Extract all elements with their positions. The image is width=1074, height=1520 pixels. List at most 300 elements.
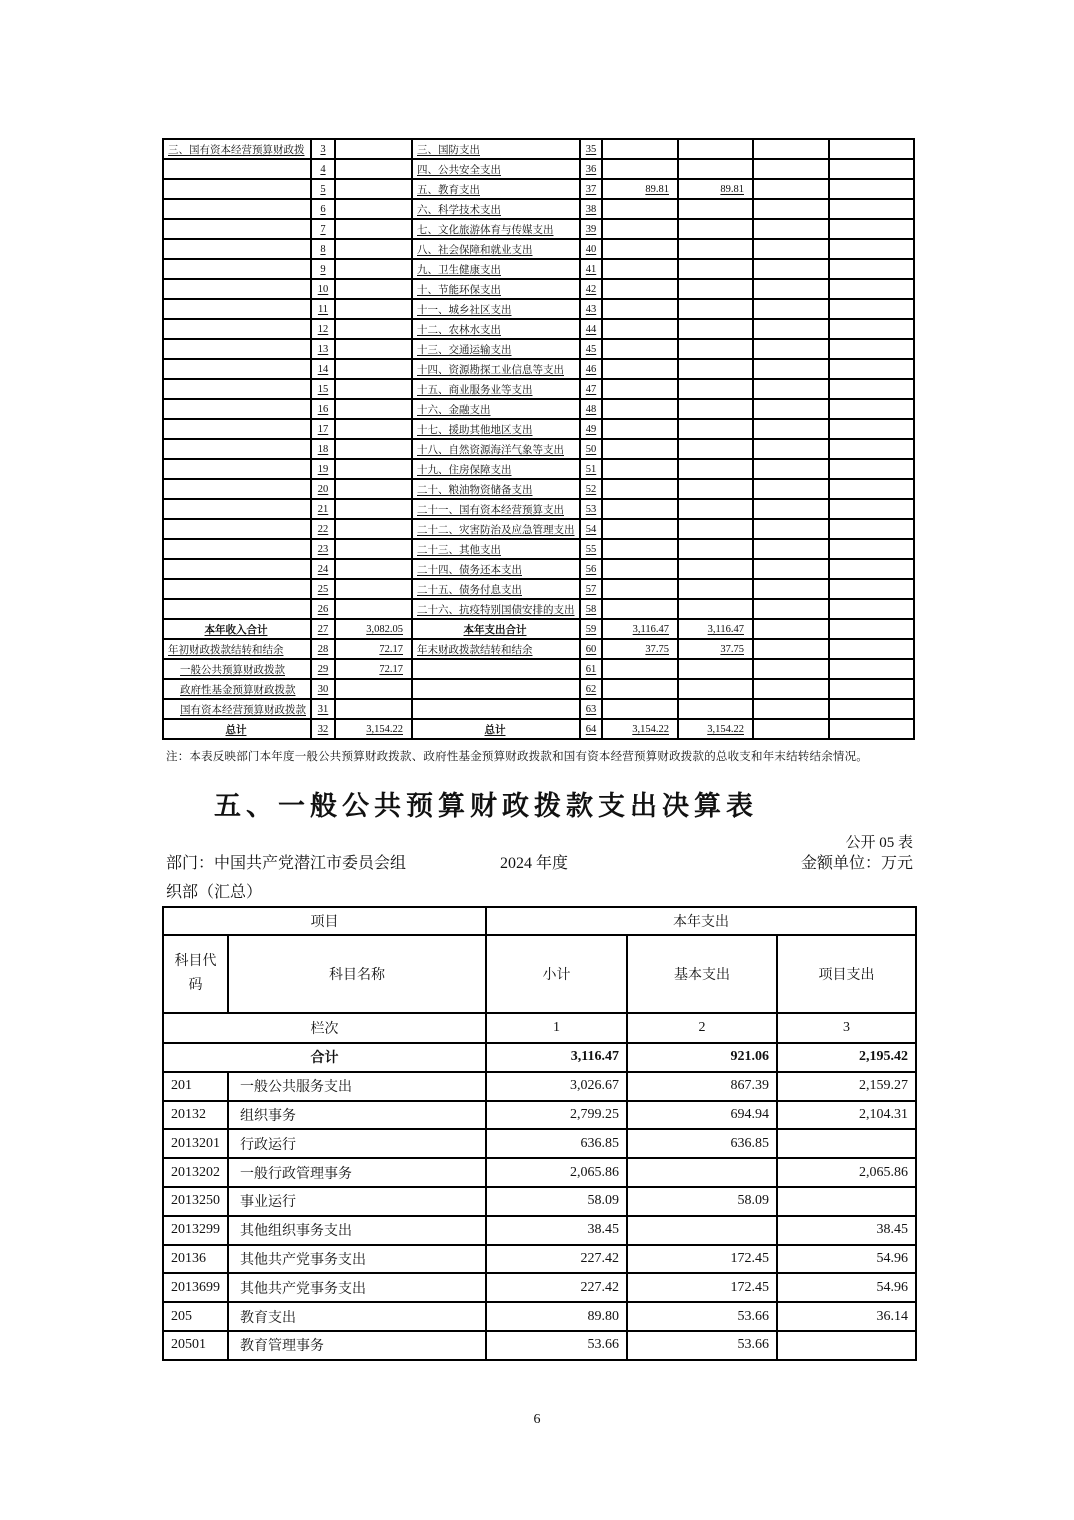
item-label: 十七、援助其他地区支出 xyxy=(412,419,580,439)
basic-expenditure-value: 53.66 xyxy=(627,1302,777,1331)
subject-name: 组织事务 xyxy=(228,1101,486,1130)
amount-value xyxy=(753,179,829,199)
item-label: 六、科学技术支出 xyxy=(412,199,580,219)
amount-value xyxy=(602,479,678,499)
amount-value xyxy=(602,259,678,279)
amount-value xyxy=(829,519,914,539)
item-label: 国有资本经营预算财政拨款 xyxy=(163,699,311,719)
amount-value xyxy=(829,419,914,439)
column-index-2: 2 xyxy=(627,1013,777,1043)
item-label: 十三、交通运输支出 xyxy=(412,339,580,359)
basic-expenditure-value: 58.09 xyxy=(627,1187,777,1216)
basic-expenditure-value xyxy=(627,1216,777,1245)
row-number: 8 xyxy=(311,239,335,259)
total-label: 合计 xyxy=(163,1043,486,1072)
amount-value xyxy=(753,699,829,719)
project-expenditure-value xyxy=(777,1331,916,1360)
row-number: 28 xyxy=(311,639,335,659)
basic-expenditure-value: 636.85 xyxy=(627,1129,777,1158)
section-title: 五、一般公共预算财政拨款支出决算表 xyxy=(214,791,758,821)
item-label: 五、教育支出 xyxy=(412,179,580,199)
table-row xyxy=(163,1101,916,1130)
item-label: 十四、资源勘探工业信息等支出 xyxy=(412,359,580,379)
amount-value xyxy=(335,379,412,399)
department-line-2: 织部（汇总） xyxy=(166,884,263,901)
amount-value xyxy=(602,359,678,379)
subject-code-header: 科目代码 xyxy=(163,935,228,1013)
subtotal-value: 227.42 xyxy=(486,1245,627,1274)
amount-value xyxy=(335,359,412,379)
amount-value xyxy=(602,679,678,699)
basic-expenditure-value: 172.45 xyxy=(627,1245,777,1274)
amount-value xyxy=(829,239,914,259)
amount-value xyxy=(678,479,753,499)
row-number: 48 xyxy=(580,399,602,419)
item-label xyxy=(163,319,311,339)
amount-value: 3,154.22 xyxy=(602,719,678,739)
row-number: 32 xyxy=(311,719,335,739)
table-row xyxy=(163,279,914,299)
item-label xyxy=(163,479,311,499)
amount-value xyxy=(829,599,914,619)
subtotal-value: 38.45 xyxy=(486,1216,627,1245)
row-number: 24 xyxy=(311,559,335,579)
subject-code: 2013699 xyxy=(163,1273,228,1302)
table-header-row xyxy=(163,907,916,935)
amount-value xyxy=(753,479,829,499)
row-number: 58 xyxy=(580,599,602,619)
amount-value xyxy=(753,679,829,699)
amount-value xyxy=(829,379,914,399)
amount-value xyxy=(602,239,678,259)
table-row xyxy=(163,459,914,479)
table-row xyxy=(163,399,914,419)
amount-value xyxy=(678,559,753,579)
row-number: 4 xyxy=(311,159,335,179)
amount-value xyxy=(678,279,753,299)
amount-value xyxy=(602,699,678,719)
fiscal-year-label: 2024 年度 xyxy=(500,855,569,872)
amount-unit-label: 金额单位：万元 xyxy=(800,855,913,872)
item-label: 二十、粮油物资储备支出 xyxy=(412,479,580,499)
amount-value xyxy=(678,519,753,539)
amount-value xyxy=(753,199,829,219)
amount-value xyxy=(602,419,678,439)
subject-code: 20501 xyxy=(163,1331,228,1360)
amount-value xyxy=(335,439,412,459)
amount-value xyxy=(678,139,753,159)
amount-value xyxy=(753,539,829,559)
table-row xyxy=(163,159,914,179)
item-label xyxy=(163,539,311,559)
amount-value xyxy=(753,459,829,479)
table-row xyxy=(163,299,914,319)
row-number: 35 xyxy=(580,139,602,159)
project-expenditure-value: 2,159.27 xyxy=(777,1072,916,1101)
row-number: 30 xyxy=(311,679,335,699)
project-expenditure-value: 2,065.86 xyxy=(777,1158,916,1187)
table-row xyxy=(163,359,914,379)
table-row xyxy=(163,1245,916,1274)
row-number: 54 xyxy=(580,519,602,539)
subtotal-value: 227.42 xyxy=(486,1273,627,1302)
row-number: 11 xyxy=(311,299,335,319)
row-number: 29 xyxy=(311,659,335,679)
amount-value xyxy=(678,299,753,319)
amount-value xyxy=(602,319,678,339)
amount-value xyxy=(678,199,753,219)
amount-value xyxy=(829,299,914,319)
amount-value xyxy=(335,199,412,219)
table-row xyxy=(163,699,914,719)
amount-value xyxy=(602,579,678,599)
amount-value xyxy=(335,579,412,599)
item-label: 十、节能环保支出 xyxy=(412,279,580,299)
subject-code: 201 xyxy=(163,1072,228,1101)
item-label: 年末财政拨款结转和结余 xyxy=(412,639,580,659)
table-row xyxy=(163,639,914,659)
amount-value xyxy=(335,159,412,179)
row-number: 52 xyxy=(580,479,602,499)
amount-value xyxy=(753,139,829,159)
project-expenditure-value: 2,195.42 xyxy=(777,1043,916,1072)
amount-value xyxy=(602,219,678,239)
row-number: 36 xyxy=(580,159,602,179)
table-row xyxy=(163,199,914,219)
row-number: 55 xyxy=(580,539,602,559)
year-expenditure-header: 本年支出 xyxy=(486,907,916,935)
item-label xyxy=(163,579,311,599)
amount-value xyxy=(829,439,914,459)
table-row xyxy=(163,1158,916,1187)
item-label: 十一、城乡社区支出 xyxy=(412,299,580,319)
amount-value xyxy=(753,439,829,459)
row-number: 43 xyxy=(580,299,602,319)
basic-expenditure-value: 172.45 xyxy=(627,1273,777,1302)
item-label: 四、公共安全支出 xyxy=(412,159,580,179)
amount-value xyxy=(335,699,412,719)
amount-value xyxy=(335,319,412,339)
item-label: 二十二、灾害防治及应急管理支出 xyxy=(412,519,580,539)
item-label: 十九、住房保障支出 xyxy=(412,459,580,479)
row-number: 5 xyxy=(311,179,335,199)
amount-value xyxy=(829,479,914,499)
item-label: 七、文化旅游体育与传媒支出 xyxy=(412,219,580,239)
row-number: 3 xyxy=(311,139,335,159)
subject-name: 其他共产党事务支出 xyxy=(228,1273,486,1302)
item-label xyxy=(163,359,311,379)
amount-value xyxy=(602,279,678,299)
row-number: 44 xyxy=(580,319,602,339)
item-label: 二十一、国有资本经营预算支出 xyxy=(412,499,580,519)
row-number: 6 xyxy=(311,199,335,219)
item-label xyxy=(163,279,311,299)
row-number: 41 xyxy=(580,259,602,279)
amount-value xyxy=(753,319,829,339)
amount-value xyxy=(753,219,829,239)
amount-value xyxy=(602,199,678,219)
amount-value xyxy=(602,459,678,479)
subject-name: 行政运行 xyxy=(228,1129,486,1158)
amount-value: 89.81 xyxy=(678,179,753,199)
item-label: 二十五、债务付息支出 xyxy=(412,579,580,599)
amount-value xyxy=(753,379,829,399)
item-label: 八、社会保障和就业支出 xyxy=(412,239,580,259)
row-number: 27 xyxy=(311,619,335,639)
amount-value xyxy=(335,599,412,619)
amount-value xyxy=(829,719,914,739)
amount-value xyxy=(678,539,753,559)
table-row xyxy=(163,219,914,239)
amount-value xyxy=(678,499,753,519)
table-row xyxy=(163,439,914,459)
item-label xyxy=(163,499,311,519)
row-number: 10 xyxy=(311,279,335,299)
amount-value xyxy=(829,219,914,239)
amount-value xyxy=(829,199,914,219)
amount-value xyxy=(829,139,914,159)
project-expenditure-value xyxy=(777,1187,916,1216)
table-row xyxy=(163,1216,916,1245)
basic-expenditure-value: 53.66 xyxy=(627,1331,777,1360)
department-line-1: 部门：中国共产党潜江市委员会组 xyxy=(166,855,407,872)
amount-value xyxy=(678,659,753,679)
row-number: 20 xyxy=(311,479,335,499)
amount-value xyxy=(602,399,678,419)
amount-value xyxy=(602,379,678,399)
amount-value xyxy=(602,439,678,459)
row-number: 25 xyxy=(311,579,335,599)
subject-name: 教育管理事务 xyxy=(228,1331,486,1360)
table-row xyxy=(163,599,914,619)
amount-value xyxy=(335,239,412,259)
row-number: 53 xyxy=(580,499,602,519)
project-expenditure-value: 38.45 xyxy=(777,1216,916,1245)
subtotal-value: 89.80 xyxy=(486,1302,627,1331)
row-number: 18 xyxy=(311,439,335,459)
amount-value xyxy=(753,639,829,659)
amount-value xyxy=(753,719,829,739)
amount-value xyxy=(753,499,829,519)
column-index-row xyxy=(163,1013,916,1043)
amount-value xyxy=(829,639,914,659)
table-row xyxy=(163,679,914,699)
row-number: 42 xyxy=(580,279,602,299)
basic-expenditure-header: 基本支出 xyxy=(627,935,777,1013)
row-number: 59 xyxy=(580,619,602,639)
row-number: 21 xyxy=(311,499,335,519)
row-number: 39 xyxy=(580,219,602,239)
item-label: 本年收入合计 xyxy=(163,619,311,639)
table-row xyxy=(163,1187,916,1216)
amount-value xyxy=(829,159,914,179)
amount-value xyxy=(678,419,753,439)
amount-value xyxy=(829,559,914,579)
subject-code: 20132 xyxy=(163,1101,228,1130)
amount-value: 72.17 xyxy=(335,659,412,679)
amount-value xyxy=(829,579,914,599)
column-index-label: 栏次 xyxy=(163,1013,486,1043)
row-number: 22 xyxy=(311,519,335,539)
row-number: 31 xyxy=(311,699,335,719)
row-number: 49 xyxy=(580,419,602,439)
basic-expenditure-value: 694.94 xyxy=(627,1101,777,1130)
amount-value xyxy=(829,399,914,419)
row-number: 51 xyxy=(580,459,602,479)
row-number: 26 xyxy=(311,599,335,619)
item-label: 三、国有资本经营预算财政拨 xyxy=(163,139,311,159)
project-header: 项目 xyxy=(163,907,486,935)
amount-value xyxy=(678,399,753,419)
row-number: 15 xyxy=(311,379,335,399)
table-code-label: 公开 05 表 xyxy=(845,835,913,851)
row-number: 63 xyxy=(580,699,602,719)
amount-value xyxy=(678,339,753,359)
amount-value xyxy=(753,399,829,419)
item-label: 一般公共预算财政拨款 xyxy=(163,659,311,679)
amount-value xyxy=(678,579,753,599)
amount-value xyxy=(829,539,914,559)
amount-value xyxy=(753,419,829,439)
amount-value xyxy=(678,359,753,379)
item-label: 二十三、其他支出 xyxy=(412,539,580,559)
amount-value: 3,154.22 xyxy=(335,719,412,739)
item-label xyxy=(163,219,311,239)
amount-value xyxy=(678,239,753,259)
fiscal-summary-table xyxy=(162,138,915,740)
table-row xyxy=(163,339,914,359)
table-row xyxy=(163,479,914,499)
row-number: 9 xyxy=(311,259,335,279)
table-row xyxy=(163,379,914,399)
row-number: 38 xyxy=(580,199,602,219)
table-row xyxy=(163,619,914,639)
item-label: 总计 xyxy=(163,719,311,739)
amount-value xyxy=(753,659,829,679)
subject-name: 事业运行 xyxy=(228,1187,486,1216)
subtotal-value: 53.66 xyxy=(486,1331,627,1360)
column-index-3: 3 xyxy=(777,1013,916,1043)
subject-name: 一般公共服务支出 xyxy=(228,1072,486,1101)
item-label xyxy=(163,599,311,619)
item-label: 三、国防支出 xyxy=(412,139,580,159)
amount-value xyxy=(678,319,753,339)
table-row xyxy=(163,499,914,519)
amount-value xyxy=(829,679,914,699)
total-row xyxy=(163,1043,916,1072)
amount-value: 3,082.05 xyxy=(335,619,412,639)
row-number: 45 xyxy=(580,339,602,359)
row-number: 64 xyxy=(580,719,602,739)
amount-value xyxy=(335,299,412,319)
amount-value xyxy=(829,359,914,379)
table-row xyxy=(163,1302,916,1331)
amount-value xyxy=(829,619,914,639)
amount-value xyxy=(829,499,914,519)
amount-value xyxy=(335,339,412,359)
table-row xyxy=(163,1331,916,1360)
row-number: 61 xyxy=(580,659,602,679)
project-expenditure-value: 54.96 xyxy=(777,1273,916,1302)
amount-value xyxy=(678,459,753,479)
amount-value xyxy=(753,599,829,619)
subject-code: 2013299 xyxy=(163,1216,228,1245)
amount-value xyxy=(753,279,829,299)
table-row xyxy=(163,419,914,439)
basic-expenditure-value: 867.39 xyxy=(627,1072,777,1101)
amount-value xyxy=(829,279,914,299)
basic-expenditure-value xyxy=(627,1158,777,1187)
amount-value xyxy=(753,159,829,179)
table-row xyxy=(163,1129,916,1158)
item-label: 政府性基金预算财政拨款 xyxy=(163,679,311,699)
row-number: 57 xyxy=(580,579,602,599)
item-label xyxy=(163,519,311,539)
item-label xyxy=(163,179,311,199)
row-number: 37 xyxy=(580,179,602,199)
amount-value: 3,116.47 xyxy=(602,619,678,639)
project-expenditure-value: 54.96 xyxy=(777,1245,916,1274)
amount-value xyxy=(678,159,753,179)
amount-value xyxy=(602,559,678,579)
amount-value xyxy=(335,519,412,539)
table-row xyxy=(163,239,914,259)
item-label xyxy=(163,439,311,459)
table-row xyxy=(163,579,914,599)
item-label: 二十四、债务还本支出 xyxy=(412,559,580,579)
subject-name: 一般行政管理事务 xyxy=(228,1158,486,1187)
amount-value xyxy=(829,459,914,479)
page-number: 6 xyxy=(533,1412,541,1427)
table-row xyxy=(163,319,914,339)
amount-value xyxy=(602,139,678,159)
item-label: 十六、金融支出 xyxy=(412,399,580,419)
subject-name: 教育支出 xyxy=(228,1302,486,1331)
item-label: 十五、商业服务业等支出 xyxy=(412,379,580,399)
row-number: 62 xyxy=(580,679,602,699)
amount-value xyxy=(335,499,412,519)
amount-value xyxy=(678,259,753,279)
amount-value xyxy=(335,139,412,159)
amount-value xyxy=(602,499,678,519)
subject-name: 其他组织事务支出 xyxy=(228,1216,486,1245)
amount-value xyxy=(678,379,753,399)
amount-value xyxy=(829,179,914,199)
row-number: 47 xyxy=(580,379,602,399)
amount-value xyxy=(753,619,829,639)
table-row xyxy=(163,1273,916,1302)
amount-value xyxy=(335,219,412,239)
amount-value xyxy=(753,299,829,319)
amount-value xyxy=(602,519,678,539)
item-label: 十二、农林水支出 xyxy=(412,319,580,339)
subject-code: 20136 xyxy=(163,1245,228,1274)
amount-value xyxy=(335,459,412,479)
amount-value xyxy=(678,679,753,699)
amount-value xyxy=(335,559,412,579)
amount-value xyxy=(678,219,753,239)
row-number: 16 xyxy=(311,399,335,419)
project-expenditure-value: 2,104.31 xyxy=(777,1101,916,1130)
item-label xyxy=(163,199,311,219)
row-number: 12 xyxy=(311,319,335,339)
row-number: 7 xyxy=(311,219,335,239)
row-number: 56 xyxy=(580,559,602,579)
item-label xyxy=(163,159,311,179)
amount-value xyxy=(829,259,914,279)
item-label xyxy=(163,299,311,319)
amount-value xyxy=(753,359,829,379)
